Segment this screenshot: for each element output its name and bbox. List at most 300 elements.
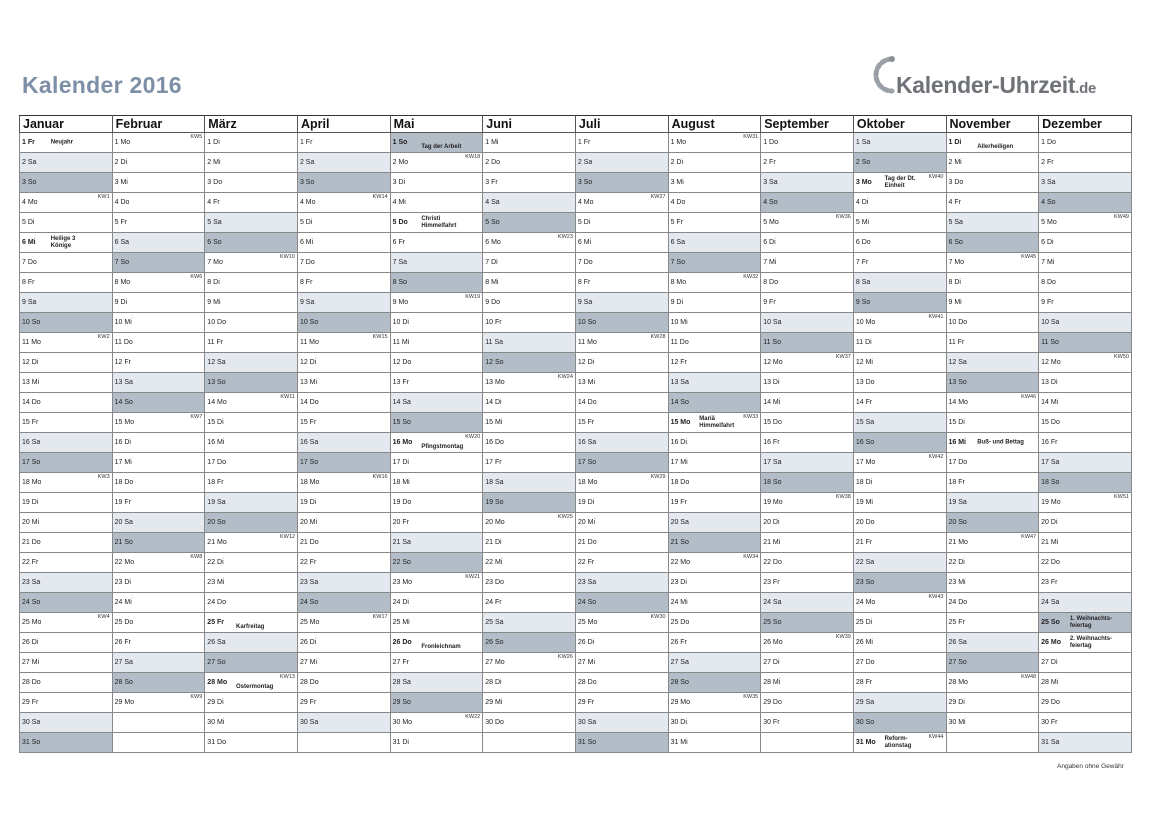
- day-cell: 7 Do: [575, 253, 604, 273]
- day-cell: 6 So: [946, 233, 975, 253]
- day-note-cell: [790, 193, 853, 213]
- day-cell: 8 Fr: [297, 273, 326, 293]
- day-cell: 9 Di: [112, 293, 141, 313]
- day-note-cell: [790, 453, 853, 473]
- month-header: November: [946, 116, 1039, 133]
- day-note-cell: [419, 233, 482, 253]
- day-note-cell: [141, 553, 204, 573]
- day-note-cell: [234, 273, 297, 293]
- week-number: KW19: [465, 294, 481, 300]
- week-number: KW10: [279, 254, 295, 260]
- day-note-cell: [975, 593, 1038, 613]
- day-cell: 17 So: [297, 453, 326, 473]
- month-header: Februar: [112, 116, 205, 133]
- day-note-cell: [975, 153, 1038, 173]
- day-cell: 10 So: [297, 313, 326, 333]
- day-note-cell: [605, 193, 668, 213]
- day-note-cell: [234, 133, 297, 153]
- day-note-cell: [1068, 653, 1132, 673]
- day-note-cell: [234, 533, 297, 553]
- month-header: Mai: [390, 116, 483, 133]
- day-cell: 11 So: [1039, 333, 1068, 353]
- day-cell: 15 So: [390, 413, 419, 433]
- day-cell: 23 So: [853, 573, 882, 593]
- day-cell: 23 Sa: [20, 573, 49, 593]
- day-cell: 16 Mi: [205, 433, 234, 453]
- day-note-cell: [1068, 373, 1132, 393]
- day-note-cell: [605, 253, 668, 273]
- week-number: KW9: [190, 694, 203, 700]
- day-cell: 4 Do: [112, 193, 141, 213]
- day-cell: 9 Di: [668, 293, 697, 313]
- day-cell: 4 Sa: [483, 193, 512, 213]
- day-cell: 17 Mi: [112, 453, 141, 473]
- week-number: KW28: [650, 334, 666, 340]
- month-header: Januar: [20, 116, 113, 133]
- day-note-cell: [697, 133, 760, 153]
- day-note-cell: [141, 393, 204, 413]
- day-cell: 9 So: [853, 293, 882, 313]
- day-note-cell: [419, 193, 482, 213]
- day-cell: 25 Do: [112, 613, 141, 633]
- day-cell: 15 Do: [1039, 413, 1068, 433]
- day-note-cell: [697, 293, 760, 313]
- day-cell: 31 Sa: [1039, 733, 1068, 753]
- day-note-cell: [975, 193, 1038, 213]
- day-cell: 20 Mo: [483, 513, 512, 533]
- day-note-cell: [141, 473, 204, 493]
- day-cell: 28 Mi: [1039, 673, 1068, 693]
- week-number: KW17: [372, 614, 388, 620]
- day-cell: 19 Mi: [853, 493, 882, 513]
- day-cell: 26 Sa: [946, 633, 975, 653]
- day-cell: 30 Sa: [575, 713, 604, 733]
- day-note-cell: [605, 693, 668, 713]
- day-cell: 24 Mo: [853, 593, 882, 613]
- day-cell: 3 Mi: [668, 173, 697, 193]
- day-cell: 1 So: [390, 133, 419, 153]
- week-number: KW30: [650, 614, 666, 620]
- holiday-label: 1. Weihnachts- feiertag: [1069, 615, 1113, 629]
- day-note-cell: [49, 173, 112, 193]
- day-cell: 1 Do: [761, 133, 790, 153]
- day-cell: 12 Di: [575, 353, 604, 373]
- day-note-cell: [234, 613, 297, 633]
- day-cell: 4 Fr: [205, 193, 234, 213]
- day-note-cell: [141, 593, 204, 613]
- empty-cell: [946, 733, 975, 753]
- day-note-cell: [790, 593, 853, 613]
- day-note-cell: [141, 133, 204, 153]
- day-note-cell: [1068, 253, 1132, 273]
- month-header: August: [668, 116, 761, 133]
- day-note-cell: [234, 553, 297, 573]
- week-number: KW47: [1021, 534, 1037, 540]
- day-note-cell: [512, 573, 575, 593]
- week-number: KW49: [1114, 214, 1129, 220]
- day-note-cell: [141, 313, 204, 333]
- day-cell: 25 Mo: [20, 613, 49, 633]
- day-cell: 6 Fr: [390, 233, 419, 253]
- day-cell: 27 Fr: [390, 653, 419, 673]
- day-note-cell: [512, 193, 575, 213]
- day-note-cell: [1068, 433, 1132, 453]
- day-cell: 3 Mi: [112, 173, 141, 193]
- day-cell: 23 Mi: [205, 573, 234, 593]
- day-cell: 18 Mo: [575, 473, 604, 493]
- day-note-cell: [512, 433, 575, 453]
- day-note-cell: [883, 253, 946, 273]
- week-number: KW12: [279, 534, 295, 540]
- day-note-cell: [512, 293, 575, 313]
- day-cell: 13 Di: [1039, 373, 1068, 393]
- week-number: KW46: [1021, 394, 1037, 400]
- day-cell: 19 Fr: [668, 493, 697, 513]
- day-note-cell: [49, 733, 112, 753]
- day-note-cell: [141, 533, 204, 553]
- day-cell: 14 Sa: [390, 393, 419, 413]
- day-cell: 29 Do: [1039, 693, 1068, 713]
- day-cell: 26 Fr: [112, 633, 141, 653]
- day-note-cell: [419, 173, 482, 193]
- week-number: KW24: [557, 374, 573, 380]
- day-note-cell: [883, 493, 946, 513]
- day-row: [20, 593, 1132, 613]
- day-cell: 16 Sa: [20, 433, 49, 453]
- day-note-cell: [883, 273, 946, 293]
- day-cell: 18 Do: [112, 473, 141, 493]
- day-note-cell: [141, 573, 204, 593]
- day-note-cell: [697, 633, 760, 653]
- day-note-cell: [419, 613, 482, 633]
- day-cell: 14 Do: [297, 393, 326, 413]
- day-cell: 24 Do: [205, 593, 234, 613]
- day-note-cell: [605, 633, 668, 653]
- day-cell: 21 Sa: [390, 533, 419, 553]
- day-cell: 10 Mi: [112, 313, 141, 333]
- day-cell: 12 Do: [390, 353, 419, 373]
- day-cell: 15 Mi: [483, 413, 512, 433]
- day-note-cell: [697, 573, 760, 593]
- week-number: KW1: [97, 194, 110, 200]
- day-cell: 4 Mo: [297, 193, 326, 213]
- day-note-cell: [512, 153, 575, 173]
- day-row: [20, 393, 1132, 413]
- week-number: KW36: [835, 214, 851, 220]
- day-note-cell: [883, 173, 946, 193]
- day-cell: 6 Sa: [112, 233, 141, 253]
- day-cell: 2 Di: [112, 153, 141, 173]
- day-note-cell: [1068, 693, 1132, 713]
- day-cell: 15 Mo: [112, 413, 141, 433]
- day-cell: 27 Mo: [483, 653, 512, 673]
- day-note-cell: [790, 513, 853, 533]
- day-cell: 17 Sa: [1039, 453, 1068, 473]
- day-cell: 25 Mi: [390, 613, 419, 633]
- day-row: [20, 353, 1132, 373]
- day-note-cell: [975, 353, 1038, 373]
- day-note-cell: [419, 453, 482, 473]
- month-header: April: [297, 116, 390, 133]
- day-cell: 4 Di: [853, 193, 882, 213]
- day-cell: 18 So: [1039, 473, 1068, 493]
- day-cell: 20 Mi: [575, 513, 604, 533]
- day-note-cell: [605, 393, 668, 413]
- day-note-cell: [1068, 553, 1132, 573]
- day-cell: 21 Mi: [1039, 533, 1068, 553]
- day-note-cell: [327, 313, 390, 333]
- day-cell: 24 Mi: [112, 593, 141, 613]
- day-note-cell: [234, 373, 297, 393]
- day-cell: 2 Fr: [1039, 153, 1068, 173]
- day-note-cell: [975, 213, 1038, 233]
- day-cell: 15 Mo: [668, 413, 697, 433]
- month-header-row: [20, 116, 1132, 133]
- day-row: [20, 673, 1132, 693]
- day-note-cell: [512, 693, 575, 713]
- day-note-cell: [1068, 573, 1132, 593]
- empty-cell: [297, 733, 326, 753]
- day-cell: 11 Fr: [946, 333, 975, 353]
- day-cell: 20 Do: [853, 513, 882, 533]
- day-cell: 3 Mo: [853, 173, 882, 193]
- week-number: KW5: [190, 134, 203, 140]
- day-note-cell: [1068, 233, 1132, 253]
- day-note-cell: [605, 373, 668, 393]
- day-cell: 11 Sa: [483, 333, 512, 353]
- day-note-cell: [1068, 453, 1132, 473]
- day-note-cell: [327, 273, 390, 293]
- day-note-cell: [697, 613, 760, 633]
- day-cell: 17 Mo: [853, 453, 882, 473]
- day-note-cell: [1068, 353, 1132, 373]
- day-cell: 5 Fr: [668, 213, 697, 233]
- day-cell: 29 Di: [205, 693, 234, 713]
- day-note-cell: [419, 733, 482, 753]
- day-note-cell: [234, 173, 297, 193]
- day-note-cell: [1068, 513, 1132, 533]
- day-cell: 15 Fr: [575, 413, 604, 433]
- day-note-cell: [327, 193, 390, 213]
- day-note-cell: [512, 173, 575, 193]
- day-cell: 11 Do: [112, 333, 141, 353]
- day-note-cell: [49, 273, 112, 293]
- day-cell: 12 Mo: [761, 353, 790, 373]
- day-cell: 1 Do: [1039, 133, 1068, 153]
- day-cell: 17 Mi: [668, 453, 697, 473]
- empty-cell: [112, 713, 141, 733]
- day-note-cell: [1068, 213, 1132, 233]
- day-cell: 5 Di: [575, 213, 604, 233]
- day-row: [20, 273, 1132, 293]
- day-cell: 14 Do: [20, 393, 49, 413]
- day-cell: 27 Di: [1039, 653, 1068, 673]
- day-note-cell: [327, 353, 390, 373]
- day-cell: 2 Fr: [761, 153, 790, 173]
- day-row: [20, 553, 1132, 573]
- day-cell: 18 Mo: [297, 473, 326, 493]
- day-note-cell: [419, 313, 482, 333]
- day-note-cell: [605, 273, 668, 293]
- day-note-cell: [605, 133, 668, 153]
- day-cell: 8 Do: [761, 273, 790, 293]
- day-cell: 8 So: [390, 273, 419, 293]
- day-note-cell: [975, 293, 1038, 313]
- day-row: [20, 653, 1132, 673]
- day-cell: 8 Sa: [853, 273, 882, 293]
- day-cell: 31 Do: [205, 733, 234, 753]
- empty-cell: [761, 733, 790, 753]
- day-note-cell: [512, 253, 575, 273]
- day-cell: 17 So: [575, 453, 604, 473]
- day-note-cell: [234, 233, 297, 253]
- day-note-cell: [1068, 613, 1132, 633]
- day-cell: 2 Sa: [575, 153, 604, 173]
- day-note-cell: [975, 653, 1038, 673]
- day-cell: 23 Mo: [390, 573, 419, 593]
- day-cell: 21 So: [112, 533, 141, 553]
- day-cell: 21 So: [668, 533, 697, 553]
- day-note-cell: [605, 613, 668, 633]
- day-cell: 7 Mi: [761, 253, 790, 273]
- day-note-cell: [790, 573, 853, 593]
- week-number: KW8: [190, 554, 203, 560]
- logo-main: Kalender-Uhrzeit: [896, 72, 1076, 98]
- day-note-cell: [605, 213, 668, 233]
- day-note-cell: [419, 653, 482, 673]
- day-note-cell: [49, 713, 112, 733]
- day-row: [20, 233, 1132, 253]
- day-note-cell: [234, 313, 297, 333]
- brand-logo: [868, 50, 1118, 104]
- day-cell: 14 Mo: [946, 393, 975, 413]
- day-note-cell: [49, 473, 112, 493]
- day-note-cell: [790, 673, 853, 693]
- empty-cell: [112, 733, 141, 753]
- day-note-cell: [697, 193, 760, 213]
- day-note-cell: [512, 313, 575, 333]
- month-header: Juni: [483, 116, 576, 133]
- day-cell: 7 Mi: [1039, 253, 1068, 273]
- day-note-cell: [327, 593, 390, 613]
- day-note-cell: [697, 513, 760, 533]
- day-cell: 5 Mi: [853, 213, 882, 233]
- day-row: [20, 333, 1132, 353]
- day-row: [20, 573, 1132, 593]
- day-cell: 12 Di: [20, 353, 49, 373]
- day-cell: 6 Mi: [575, 233, 604, 253]
- day-note-cell: [1068, 173, 1132, 193]
- day-cell: 18 Di: [853, 473, 882, 493]
- day-note-cell: [697, 173, 760, 193]
- day-cell: 10 Mo: [853, 313, 882, 333]
- day-cell: 26 Sa: [205, 633, 234, 653]
- day-note-cell: [419, 573, 482, 593]
- day-cell: 10 Sa: [761, 313, 790, 333]
- day-note-cell: [697, 493, 760, 513]
- day-cell: 12 Mo: [1039, 353, 1068, 373]
- day-cell: 13 Sa: [668, 373, 697, 393]
- day-cell: 16 Di: [112, 433, 141, 453]
- day-note-cell: [1068, 713, 1132, 733]
- day-cell: 23 Sa: [297, 573, 326, 593]
- holiday-label: Tag der Arbeit: [421, 144, 462, 150]
- day-note-cell: [512, 673, 575, 693]
- day-note-cell: [512, 453, 575, 473]
- day-note-cell: [697, 653, 760, 673]
- day-cell: 26 Di: [20, 633, 49, 653]
- day-note-cell: [975, 513, 1038, 533]
- holiday-label: Neujahr: [50, 139, 74, 145]
- day-row: [20, 413, 1132, 433]
- day-cell: 22 Fr: [575, 553, 604, 573]
- day-cell: 5 Fr: [112, 213, 141, 233]
- day-note-cell: [49, 453, 112, 473]
- day-note-cell: [512, 133, 575, 153]
- day-cell: 7 So: [668, 253, 697, 273]
- day-note-cell: [975, 493, 1038, 513]
- day-note-cell: [975, 533, 1038, 553]
- day-note-cell: [327, 653, 390, 673]
- day-cell: 10 Do: [205, 313, 234, 333]
- day-cell: 1 Mo: [668, 133, 697, 153]
- day-note-cell: [327, 153, 390, 173]
- day-cell: 6 Mi: [20, 233, 49, 253]
- day-cell: 22 Di: [205, 553, 234, 573]
- day-note-cell: [697, 353, 760, 373]
- day-note-cell: [327, 433, 390, 453]
- day-cell: 25 Mo: [297, 613, 326, 633]
- day-note-cell: [49, 233, 112, 253]
- week-number: KW44: [928, 734, 944, 740]
- day-note-cell: [141, 353, 204, 373]
- day-note-cell: [49, 613, 112, 633]
- day-note-cell: [327, 213, 390, 233]
- day-note-cell: [697, 413, 760, 433]
- day-note-cell: [697, 313, 760, 333]
- day-cell: 9 Mi: [205, 293, 234, 313]
- day-row: [20, 253, 1132, 273]
- week-number: KW40: [928, 174, 944, 180]
- day-cell: 28 Sa: [390, 673, 419, 693]
- day-note-cell: [605, 413, 668, 433]
- day-note-cell: [975, 713, 1038, 733]
- day-note-cell: [141, 693, 204, 713]
- day-cell: 30 Sa: [20, 713, 49, 733]
- day-cell: 29 Do: [761, 693, 790, 713]
- empty-cell: [975, 733, 1038, 753]
- day-cell: 28 Mo: [946, 673, 975, 693]
- day-row: [20, 733, 1132, 753]
- day-cell: 26 Mi: [853, 633, 882, 653]
- day-cell: 20 So: [946, 513, 975, 533]
- day-note-cell: [697, 533, 760, 553]
- day-cell: 2 Do: [483, 153, 512, 173]
- day-note-cell: [883, 313, 946, 333]
- day-note-cell: [975, 393, 1038, 413]
- day-cell: 5 Sa: [205, 213, 234, 233]
- week-number: KW43: [928, 594, 944, 600]
- day-note-cell: [605, 353, 668, 373]
- empty-cell: [790, 733, 853, 753]
- day-note-cell: [605, 573, 668, 593]
- day-note-cell: [512, 533, 575, 553]
- day-note-cell: [605, 533, 668, 553]
- holiday-label: Pfingstmontag: [421, 444, 464, 450]
- day-note-cell: [49, 213, 112, 233]
- day-cell: 24 Sa: [761, 593, 790, 613]
- empty-cell: [327, 733, 390, 753]
